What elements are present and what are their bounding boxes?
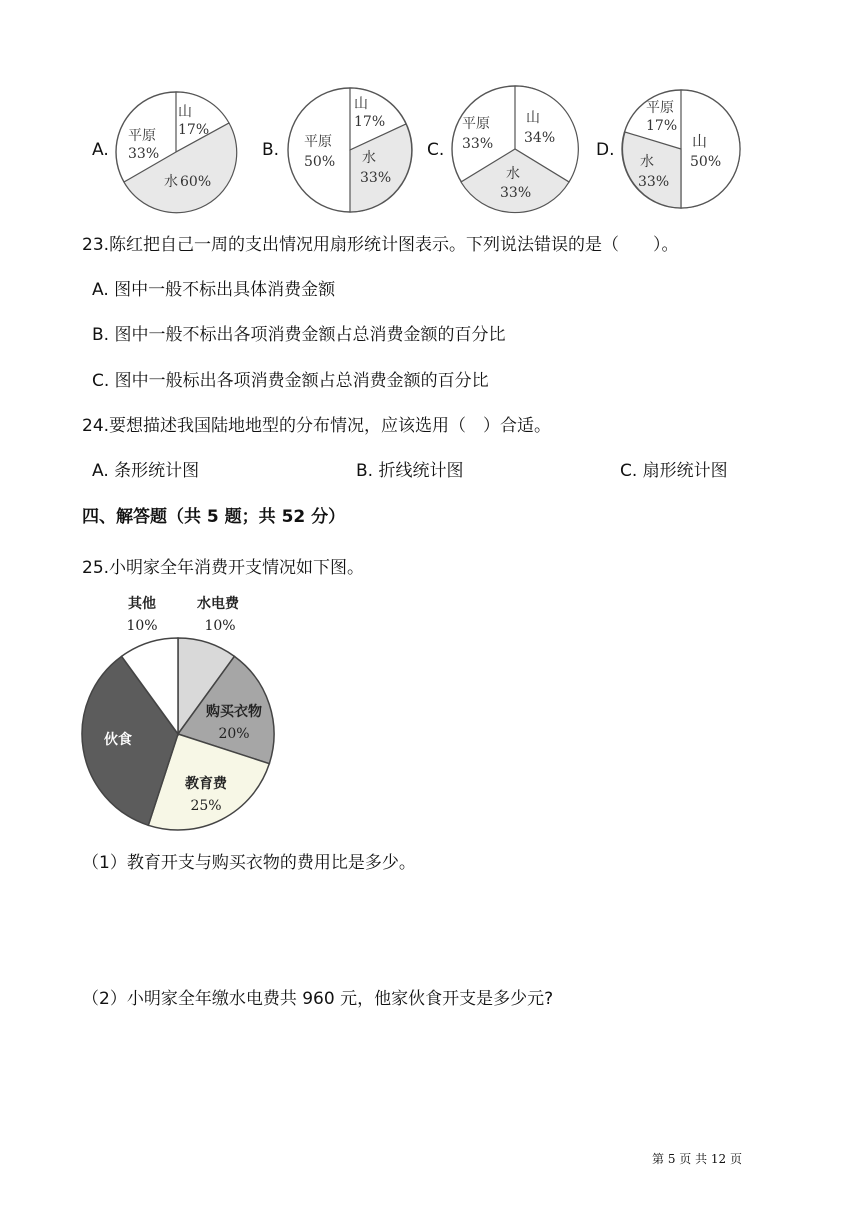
q23-option-c: C. 图中一般标出各项消费金额占总消费金额的百分比: [92, 371, 489, 391]
pie-pct-0: 10%: [204, 618, 236, 634]
q22d-water-pct: 33%: [638, 174, 670, 190]
page-number: 第 5 页 共 12 页: [652, 1152, 742, 1166]
q24-option-a: A. 条形统计图: [92, 461, 200, 481]
q22a-plain-pct: 33%: [128, 146, 160, 162]
q23-option-b: B. 图中一般不标出各项消费金额占总消费金额的百分比: [92, 325, 506, 345]
q25-stem: 25.小明家全年消费开支情况如下图。: [82, 558, 365, 578]
q24-option-b: B. 折线统计图: [356, 461, 464, 481]
pie-pct-2: 25%: [190, 798, 222, 814]
q22d-plain-pct: 17%: [646, 118, 678, 134]
q22c-mountain-label: 山: [526, 110, 540, 126]
q22a-mountain-pct: 17%: [178, 122, 210, 138]
pie-label-0: 水电费: [197, 596, 239, 612]
q22-option-b-pie: [284, 84, 416, 216]
q22-option-a-label: A.: [92, 140, 109, 160]
pie-label-2: 教育费: [185, 776, 227, 792]
q22-option-d-pie: [618, 86, 744, 212]
pie-label-3: 伙食: [104, 732, 132, 748]
q22c-water-label: 水: [506, 166, 520, 182]
pie-pct-1: 20%: [218, 726, 250, 742]
q22d-mountain-pct: 50%: [690, 154, 722, 170]
q25-sub1: （1）教育开支与购买衣物的费用比是多少。: [82, 853, 416, 873]
pie-label-4: 其他: [128, 596, 156, 612]
q22a-water-label: 水: [164, 174, 178, 190]
q22b-water-pct: 33%: [360, 170, 392, 186]
q22c-plain-label: 平原: [462, 116, 490, 132]
q23-option-a: A. 图中一般不标出具体消费金额: [92, 280, 336, 300]
q22b-mountain-pct: 17%: [354, 114, 386, 130]
q22b-mountain-label: 山: [354, 96, 368, 112]
q22-option-d-label: D.: [596, 140, 615, 160]
q22c-plain-pct: 33%: [462, 136, 494, 152]
q22-option-c-pie: [448, 82, 582, 216]
q22b-plain-pct: 50%: [304, 154, 336, 170]
section-heading: 四、解答题（共 5 题；共 52 分）: [82, 507, 346, 527]
q25-pie-chart: [70, 588, 310, 838]
q22d-plain-label: 平原: [646, 100, 674, 116]
q22d-water-label: 水: [640, 154, 654, 170]
q22a-water-pct: 60%: [180, 174, 212, 190]
q24-stem: 24.要想描述我国陆地地型的分布情况，应该选用（ ）合适。: [82, 416, 552, 436]
q22-options-row: [0, 80, 860, 220]
q22b-plain-label: 平原: [304, 134, 332, 150]
q22-option-c-label: C.: [427, 140, 445, 160]
q22d-mountain-label: 山: [692, 132, 708, 150]
q22a-plain-label: 平原: [128, 128, 156, 144]
q25-sub2: （2）小明家全年缴水电费共 960 元，他家伙食开支是多少元?: [82, 989, 554, 1009]
q22c-water-pct: 33%: [500, 185, 532, 201]
q22-option-b-label: B.: [262, 140, 280, 160]
pie-pct-4: 10%: [126, 618, 158, 634]
q22a-mountain-label: 山: [178, 104, 192, 120]
q23-stem: 23.陈红把自己一周的支出情况用扇形统计图表示。下列说法错误的是（ ）。: [82, 235, 679, 255]
pie-label-1: 购买衣物: [206, 704, 262, 720]
q22c-mountain-pct: 34%: [524, 130, 556, 146]
q22-option-a-pie: [112, 88, 240, 216]
q24-option-c: C. 扇形统计图: [620, 461, 728, 481]
q22b-water-label: 水: [362, 150, 376, 166]
